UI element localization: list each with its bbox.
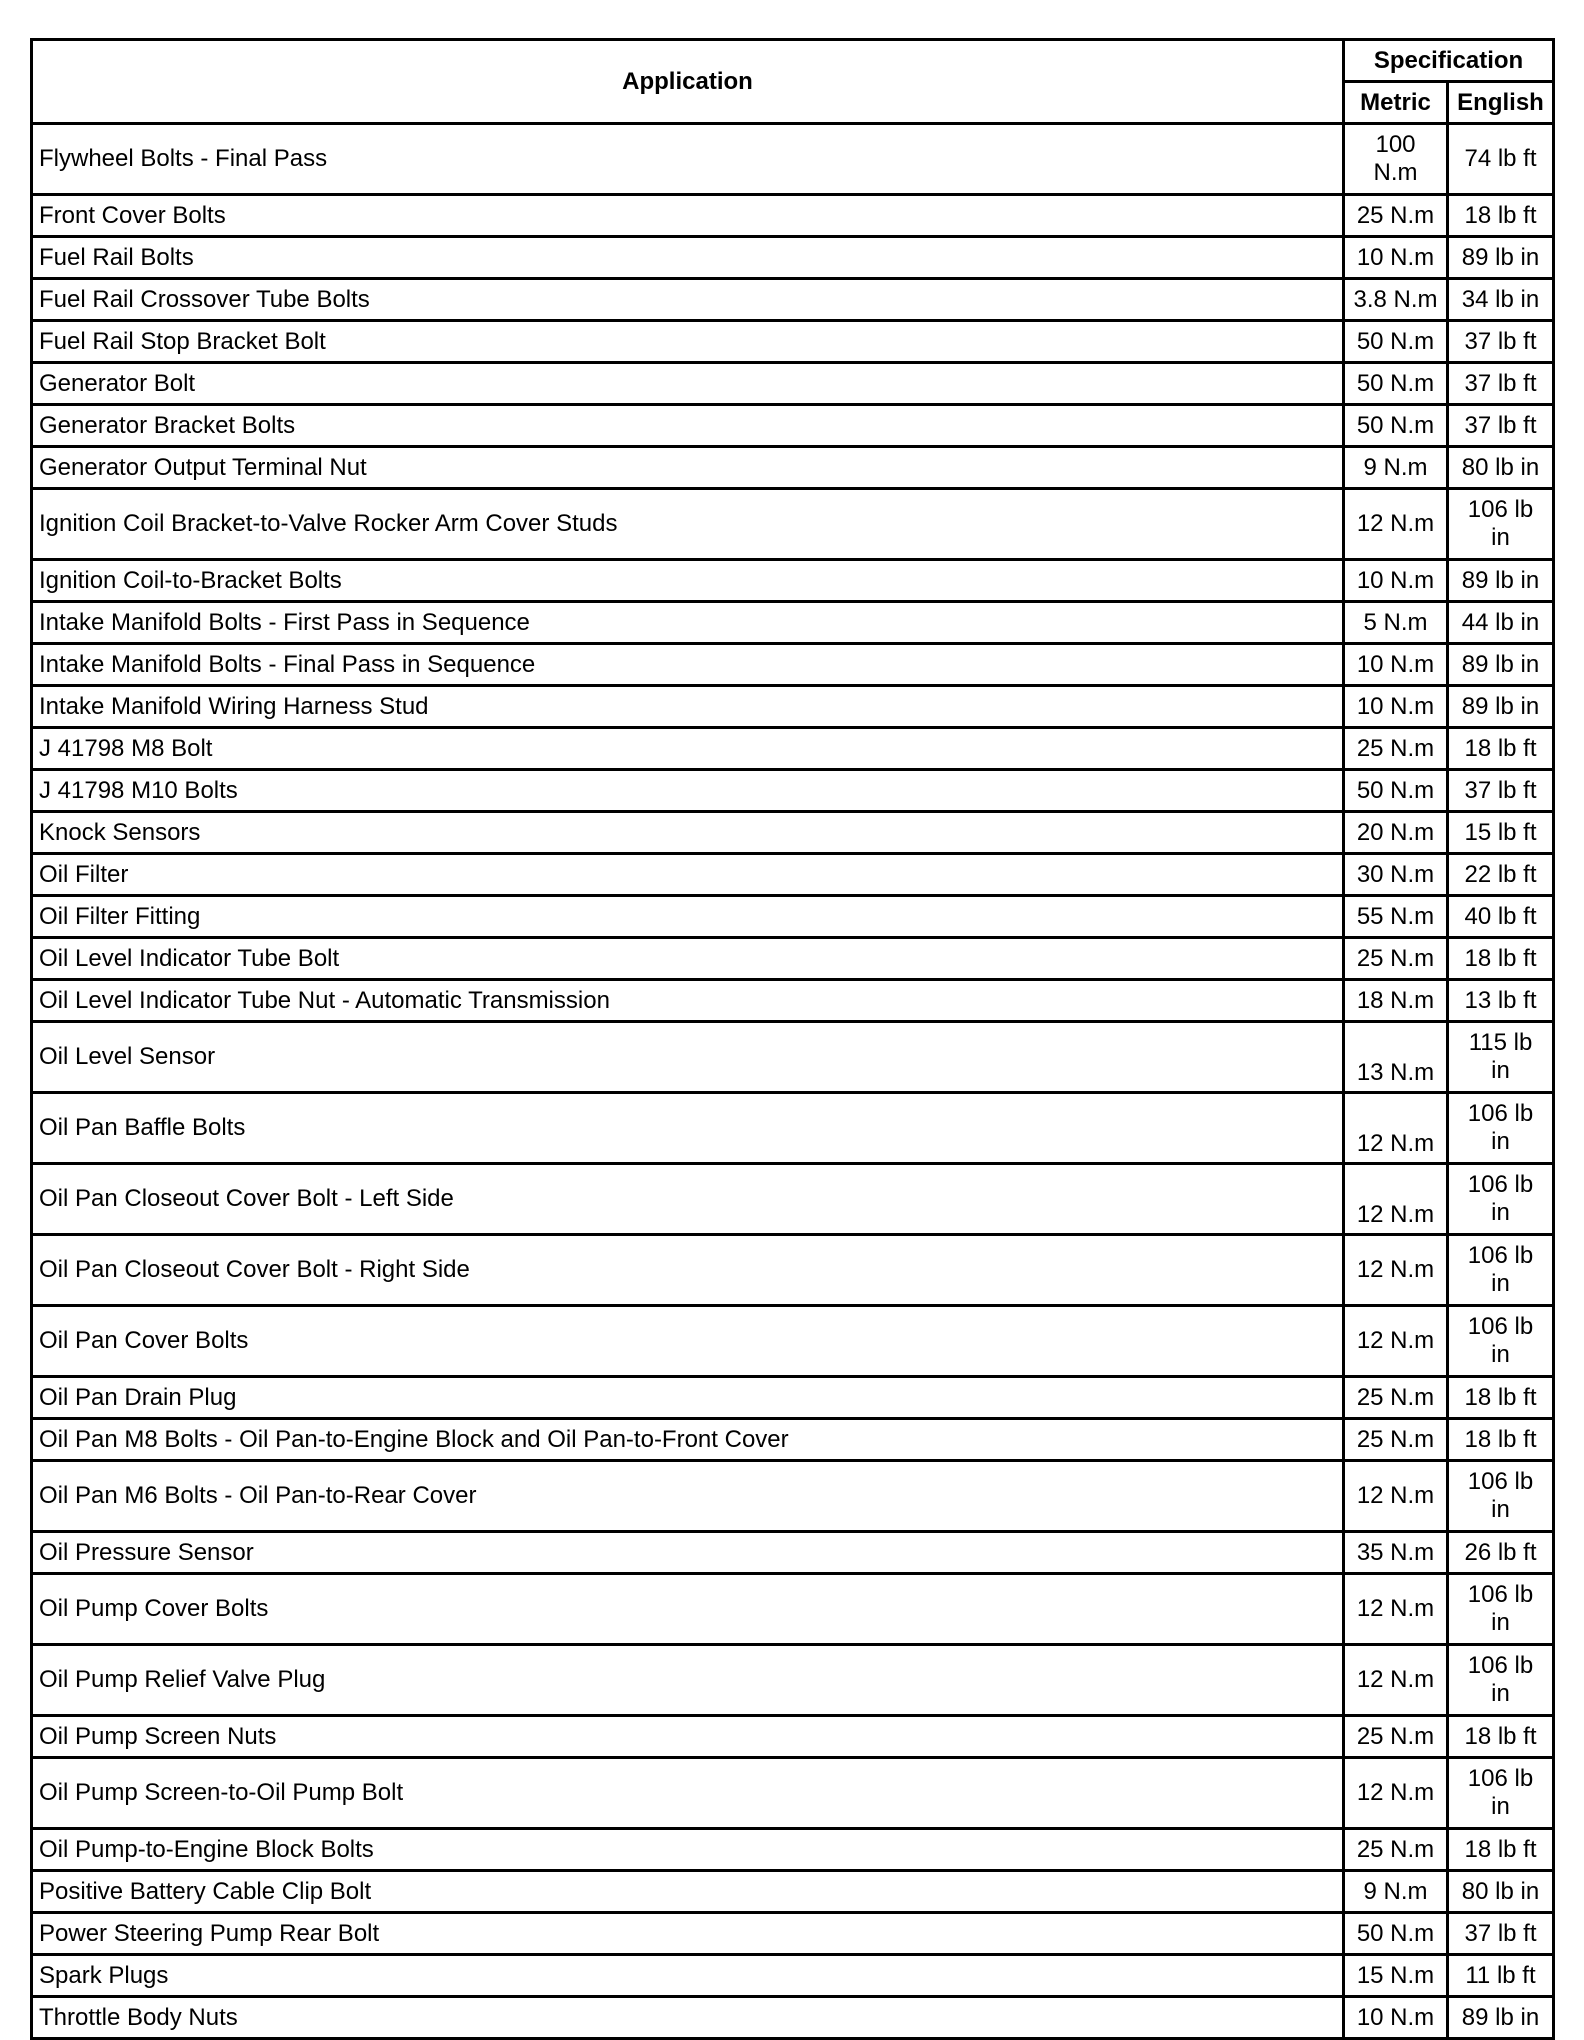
metric-cell: 12 N.m — [1344, 1574, 1448, 1645]
english-cell: 106 lb in — [1448, 1758, 1554, 1829]
metric-cell: 12 N.m — [1344, 1306, 1448, 1377]
metric-cell: 18 N.m — [1344, 980, 1448, 1022]
table-row — [32, 938, 1554, 980]
table-row — [32, 728, 1554, 770]
metric-cell: 15 N.m — [1344, 1955, 1448, 1997]
application-cell: J 41798 M8 Bolt — [32, 728, 1344, 770]
application-cell: Spark Plugs — [32, 1955, 1344, 1997]
metric-cell: 13 N.m — [1344, 1022, 1448, 1093]
english-cell: 89 lb in — [1448, 560, 1554, 602]
english-cell: 106 lb in — [1448, 1645, 1554, 1716]
application-cell: Oil Pan M6 Bolts - Oil Pan-to-Rear Cover — [32, 1461, 1344, 1532]
english-cell: 18 lb ft — [1448, 1419, 1554, 1461]
metric-cell: 25 N.m — [1344, 1419, 1448, 1461]
application-cell: Oil Pressure Sensor — [32, 1532, 1344, 1574]
english-cell: 18 lb ft — [1448, 938, 1554, 980]
metric-cell: 9 N.m — [1344, 1871, 1448, 1913]
english-cell: 44 lb in — [1448, 602, 1554, 644]
application-cell: Oil Level Indicator Tube Bolt — [32, 938, 1344, 980]
table-row — [32, 279, 1554, 321]
metric-cell: 10 N.m — [1344, 560, 1448, 602]
application-cell: Fuel Rail Stop Bracket Bolt — [32, 321, 1344, 363]
metric-cell: 50 N.m — [1344, 1913, 1448, 1955]
table-row — [32, 896, 1554, 938]
application-cell: Oil Pan Closeout Cover Bolt - Left Side — [32, 1164, 1344, 1235]
table-row — [32, 812, 1554, 854]
application-cell: Ignition Coil Bracket-to-Valve Rocker Arm Cover Studs — [32, 489, 1344, 560]
table-row — [32, 1913, 1554, 1955]
table-row — [32, 1871, 1554, 1913]
metric-cell: 50 N.m — [1344, 405, 1448, 447]
english-cell: 106 lb in — [1448, 1461, 1554, 1532]
table-row — [32, 1532, 1554, 1574]
table-row — [32, 1574, 1554, 1645]
torque-spec-table — [30, 38, 1555, 2040]
table-row — [32, 1758, 1554, 1829]
english-cell: 89 lb in — [1448, 644, 1554, 686]
english-cell: 37 lb ft — [1448, 321, 1554, 363]
table-row — [32, 560, 1554, 602]
english-cell: 106 lb in — [1448, 1164, 1554, 1235]
table-row — [32, 1093, 1554, 1164]
table-row — [32, 1829, 1554, 1871]
table-row — [32, 644, 1554, 686]
table-row — [32, 1306, 1554, 1377]
english-cell: 37 lb ft — [1448, 770, 1554, 812]
table-row — [32, 405, 1554, 447]
application-cell: Generator Bolt — [32, 363, 1344, 405]
english-cell: 13 lb ft — [1448, 980, 1554, 1022]
english-cell: 34 lb in — [1448, 279, 1554, 321]
application-cell: Oil Pan M8 Bolts - Oil Pan-to-Engine Block and Oil Pan-to-Front Cover — [32, 1419, 1344, 1461]
metric-cell: 9 N.m — [1344, 447, 1448, 489]
application-cell: Oil Pump Relief Valve Plug — [32, 1645, 1344, 1716]
metric-cell: 50 N.m — [1344, 363, 1448, 405]
english-cell: 18 lb ft — [1448, 195, 1554, 237]
english-cell: 15 lb ft — [1448, 812, 1554, 854]
application-cell: Oil Level Indicator Tube Nut - Automatic Transmission — [32, 980, 1344, 1022]
metric-cell: 12 N.m — [1344, 1235, 1448, 1306]
table-row — [32, 363, 1554, 405]
metric-cell: 10 N.m — [1344, 686, 1448, 728]
application-cell: Front Cover Bolts — [32, 195, 1344, 237]
application-cell: Oil Pump Screen-to-Oil Pump Bolt — [32, 1758, 1344, 1829]
english-cell: 106 lb in — [1448, 1093, 1554, 1164]
application-cell: Positive Battery Cable Clip Bolt — [32, 1871, 1344, 1913]
specification-header: Specification — [1344, 40, 1554, 82]
metric-cell: 50 N.m — [1344, 321, 1448, 363]
application-cell: Oil Filter — [32, 854, 1344, 896]
english-cell: 26 lb ft — [1448, 1532, 1554, 1574]
table-header — [32, 40, 1554, 124]
english-cell: 40 lb ft — [1448, 896, 1554, 938]
english-cell: 18 lb ft — [1448, 1829, 1554, 1871]
metric-cell: 12 N.m — [1344, 1164, 1448, 1235]
table-row — [32, 195, 1554, 237]
table-row — [32, 686, 1554, 728]
application-cell: Oil Filter Fitting — [32, 896, 1344, 938]
table-row — [32, 489, 1554, 560]
metric-cell: 12 N.m — [1344, 1758, 1448, 1829]
metric-header: Metric — [1344, 82, 1448, 124]
metric-cell: 50 N.m — [1344, 770, 1448, 812]
english-cell: 89 lb in — [1448, 1997, 1554, 2039]
table-row — [32, 1997, 1554, 2039]
application-cell: Flywheel Bolts - Final Pass — [32, 124, 1344, 195]
application-cell: Generator Bracket Bolts — [32, 405, 1344, 447]
table-row — [32, 602, 1554, 644]
metric-cell: 12 N.m — [1344, 1461, 1448, 1532]
english-cell: 89 lb in — [1448, 237, 1554, 279]
table-row — [32, 1419, 1554, 1461]
application-cell: Fuel Rail Bolts — [32, 237, 1344, 279]
english-cell: 18 lb ft — [1448, 728, 1554, 770]
metric-cell: 30 N.m — [1344, 854, 1448, 896]
english-cell: 106 lb in — [1448, 1306, 1554, 1377]
table-row — [32, 1716, 1554, 1758]
metric-cell: 20 N.m — [1344, 812, 1448, 854]
application-cell: Oil Pan Baffle Bolts — [32, 1093, 1344, 1164]
table-row — [32, 1461, 1554, 1532]
table-row — [32, 447, 1554, 489]
table-row — [32, 1955, 1554, 1997]
metric-cell: 100 N.m — [1344, 124, 1448, 195]
application-cell: Generator Output Terminal Nut — [32, 447, 1344, 489]
application-header: Application — [32, 40, 1344, 124]
english-cell: 18 lb ft — [1448, 1716, 1554, 1758]
application-cell: Oil Level Sensor — [32, 1022, 1344, 1093]
application-cell: Oil Pan Drain Plug — [32, 1377, 1344, 1419]
metric-cell: 10 N.m — [1344, 644, 1448, 686]
metric-cell: 25 N.m — [1344, 1829, 1448, 1871]
english-cell: 37 lb ft — [1448, 405, 1554, 447]
metric-cell: 25 N.m — [1344, 728, 1448, 770]
english-cell: 74 lb ft — [1448, 124, 1554, 195]
application-cell: Intake Manifold Bolts - Final Pass in Sequence — [32, 644, 1344, 686]
table-row — [32, 980, 1554, 1022]
application-cell: Intake Manifold Bolts - First Pass in Sequence — [32, 602, 1344, 644]
metric-cell: 10 N.m — [1344, 1997, 1448, 2039]
metric-cell: 3.8 N.m — [1344, 279, 1448, 321]
table-row — [32, 1022, 1554, 1093]
metric-cell: 25 N.m — [1344, 195, 1448, 237]
metric-cell: 35 N.m — [1344, 1532, 1448, 1574]
application-cell: J 41798 M10 Bolts — [32, 770, 1344, 812]
english-cell: 37 lb ft — [1448, 363, 1554, 405]
english-cell: 37 lb ft — [1448, 1913, 1554, 1955]
table-row — [32, 1645, 1554, 1716]
english-cell: 106 lb in — [1448, 1574, 1554, 1645]
metric-cell: 12 N.m — [1344, 489, 1448, 560]
english-cell: 89 lb in — [1448, 686, 1554, 728]
table-body — [32, 124, 1554, 2039]
table-row — [32, 321, 1554, 363]
english-cell: 106 lb in — [1448, 1235, 1554, 1306]
english-cell: 80 lb in — [1448, 447, 1554, 489]
english-cell: 80 lb in — [1448, 1871, 1554, 1913]
metric-cell: 10 N.m — [1344, 237, 1448, 279]
english-cell: 18 lb ft — [1448, 1377, 1554, 1419]
english-cell: 22 lb ft — [1448, 854, 1554, 896]
english-header: English — [1448, 82, 1554, 124]
application-cell: Fuel Rail Crossover Tube Bolts — [32, 279, 1344, 321]
table-row — [32, 1164, 1554, 1235]
table-row — [32, 124, 1554, 195]
table-row — [32, 770, 1554, 812]
application-cell: Ignition Coil-to-Bracket Bolts — [32, 560, 1344, 602]
application-cell: Knock Sensors — [32, 812, 1344, 854]
application-cell: Oil Pump Screen Nuts — [32, 1716, 1344, 1758]
application-cell: Oil Pan Cover Bolts — [32, 1306, 1344, 1377]
metric-cell: 25 N.m — [1344, 1716, 1448, 1758]
application-cell: Power Steering Pump Rear Bolt — [32, 1913, 1344, 1955]
metric-cell: 12 N.m — [1344, 1645, 1448, 1716]
application-cell: Throttle Body Nuts — [32, 1997, 1344, 2039]
table-row — [32, 854, 1554, 896]
application-cell: Oil Pump-to-Engine Block Bolts — [32, 1829, 1344, 1871]
metric-cell: 12 N.m — [1344, 1093, 1448, 1164]
english-cell: 11 lb ft — [1448, 1955, 1554, 1997]
table-row — [32, 237, 1554, 279]
table-row — [32, 1377, 1554, 1419]
application-cell: Oil Pan Closeout Cover Bolt - Right Side — [32, 1235, 1344, 1306]
metric-cell: 25 N.m — [1344, 938, 1448, 980]
metric-cell: 5 N.m — [1344, 602, 1448, 644]
table-row — [32, 1235, 1554, 1306]
english-cell: 115 lb in — [1448, 1022, 1554, 1093]
metric-cell: 25 N.m — [1344, 1377, 1448, 1419]
application-cell: Oil Pump Cover Bolts — [32, 1574, 1344, 1645]
metric-cell: 55 N.m — [1344, 896, 1448, 938]
english-cell: 106 lb in — [1448, 489, 1554, 560]
application-cell: Intake Manifold Wiring Harness Stud — [32, 686, 1344, 728]
